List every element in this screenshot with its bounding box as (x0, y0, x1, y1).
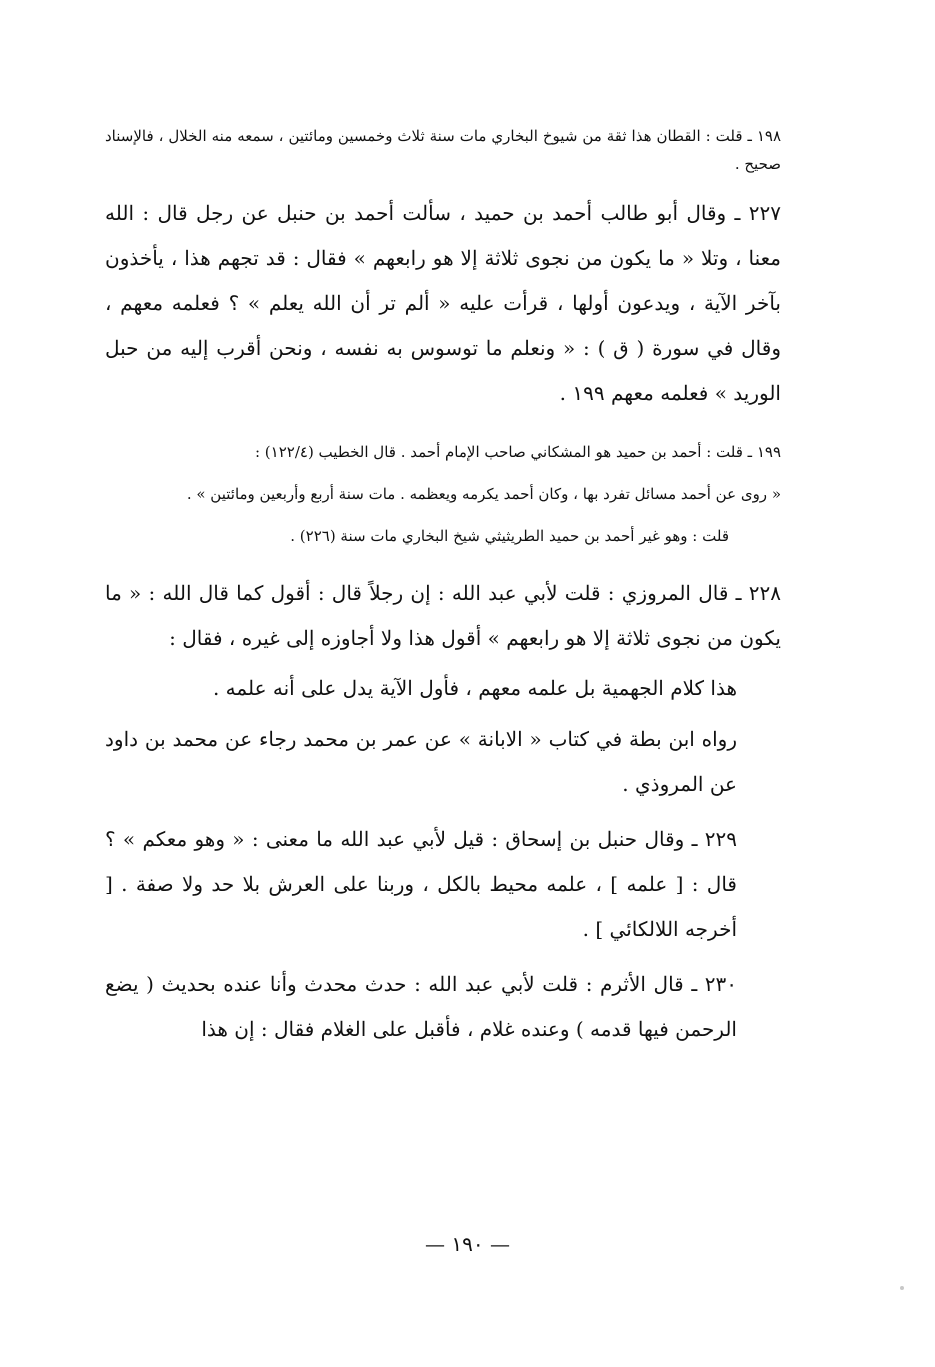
footnote-198: ١٩٨ ـ قلت : القطان هذا ثقة من شيوخ البخاري مات سنة ثلاث وخمسين ومائتين ، سمعه منه الخلال ، فالإسناد صحيح . (105, 127, 781, 173)
footnote-199: ١٩٩ ـ قلت : أحمد بن حميد هو المشكاني صاحب الإمام أحمد . قال الخطيب (١٢٢/٤) : (254, 443, 781, 461)
footnote-199-quote: « روى عن أحمد مسائل تفرد بها ، وكان أحمد يكرمه ويعظمه . مات سنة أربع وأربعين ومائتين » . (186, 485, 781, 503)
book-page-body (105, 122, 781, 1052)
paragraph-227: ٢٢٧ ـ وقال أبو طالب أحمد بن حميد ، سألت أحمد بن حنبل عن رجل قال : الله معنا ، وتلا « ما يكون من نجوى ثلاثة إلا هو رابعهم » فقال : قد تجهم هذا ، يأخذون بآخر الآية ، ويدعون أولها ، قرأت عليه « ألم تر أن الله يعلم » ؟ فعلمه معهم ، وقال في سورة ( ق ) : « ونعلم ما توسوس به نفسه ، ونحن أقرب إليه من حبل الوريد » فعلمه معهم ١٩٩ . (105, 201, 781, 405)
paragraph-230: ٢٣٠ ـ قال الأثرم : قلت لأبي عبد الله : حدث محدث وأنا عنده بحديث ( يضع الرحمن فيها قدمه ) وعنده غلام ، فأقبل على الغلام فقال : إن هذا (105, 972, 737, 1041)
paragraph-228-quote: هذا كلام الجهمية بل علمه معهم ، فأول الآية يدل على أنه علمه . (212, 676, 737, 700)
page-number: — ١٩٠ — (425, 1232, 510, 1256)
footnote-199-note: قلت : وهو غير أحمد بن حميد الطريثيثي شيخ البخاري مات سنة (٢٢٦) . (290, 527, 729, 545)
paragraph-228-source: رواه ابن بطة في كتاب « الابانة » عن عمر بن محمد رجاء عن محمد بن داود عن المروذي . (105, 727, 737, 796)
scan-dot (900, 1286, 904, 1290)
paragraph-229: ٢٢٩ ـ وقال حنبل بن إسحاق : قيل لأبي عبد الله ما معنى : « وهو معكم » ؟ قال : [ علمه ] ، علمه محيط بالكل ، وربنا على العرش بلا حد ولا صفة . [ أخرجه اللالكائي ] . (105, 827, 737, 941)
paragraph-228: ٢٢٨ ـ قال المروزي : قلت لأبي عبد الله : إن رجلاً قال : أقول كما قال الله : « ما يكون من نجوى ثلاثة إلا هو رابعهم » أقول هذا ولا أجاوزه إلى غيره ، فقال : (105, 581, 781, 650)
